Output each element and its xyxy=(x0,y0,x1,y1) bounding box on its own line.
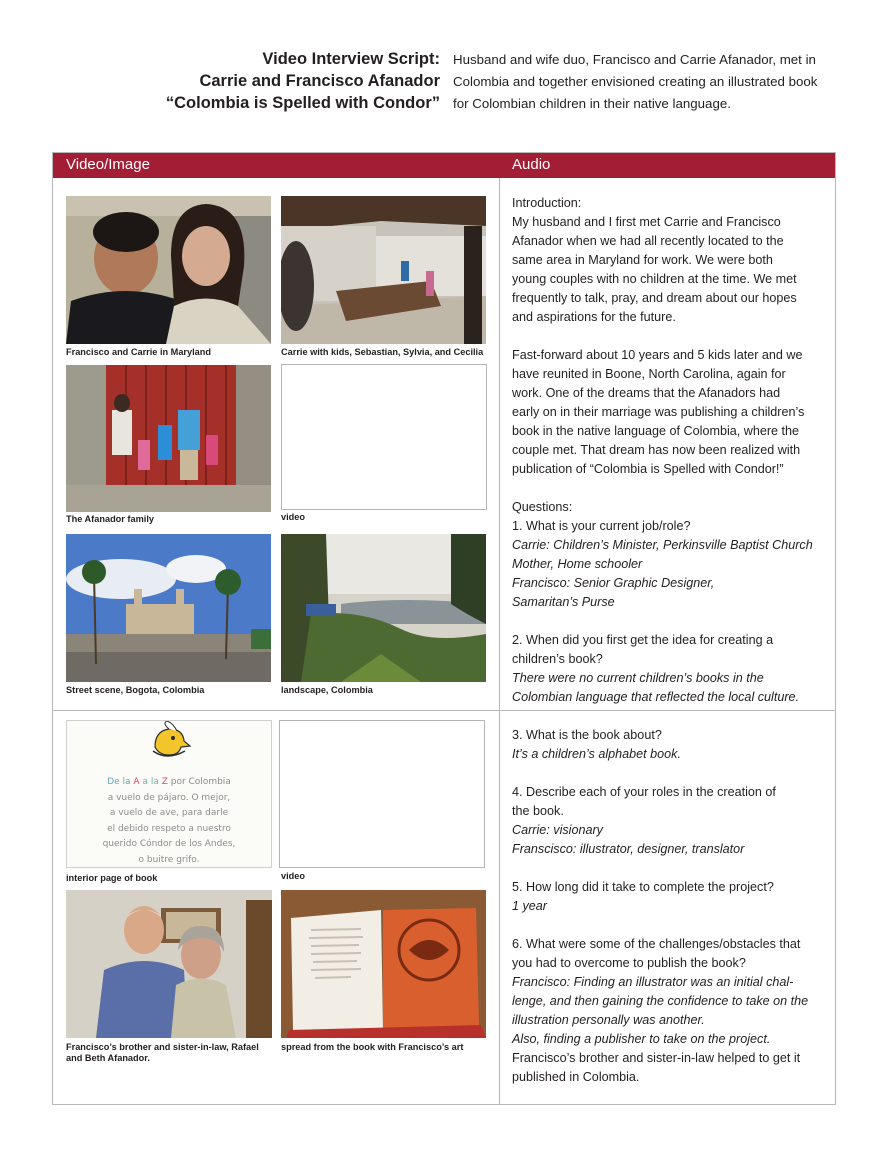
answer-line: Carrie: visionary xyxy=(512,823,603,837)
answer-line: 1 year xyxy=(512,899,548,913)
answer-line: Samaritan’s Purse xyxy=(512,595,615,609)
question: 3. What is the book about? xyxy=(512,728,662,742)
question: you had to overcome to publish the book? xyxy=(512,956,746,970)
photo-caption: landscape, Colombia xyxy=(281,685,373,695)
photo-caption: Carrie with kids, Sebastian, Sylvia, and Cecilia xyxy=(281,347,484,357)
row-divider xyxy=(53,710,835,711)
answer-line: Franscisco: illustrator, designer, translator xyxy=(512,842,745,856)
answer-line: Carrie: Children’s Minister, Perkinsville Baptist Church xyxy=(512,538,813,552)
answer-line: lenge, and then gaining the confidence to take on the xyxy=(512,994,809,1008)
book-page-text xyxy=(67,775,271,868)
audio-line: frequently to talk, pray, and dream about our hopes xyxy=(512,291,797,305)
question: 1. What is your current job/role? xyxy=(512,519,691,533)
book-line: el debido respeto a nuestro xyxy=(107,823,231,834)
book-word: por Colombia xyxy=(167,777,231,787)
answer-line: Francisco: Finding an illustrator was an initial chal- xyxy=(512,975,794,989)
photo-caption xyxy=(66,1042,259,1064)
audio-line: same area in Maryland for work. We were both xyxy=(512,253,773,267)
column-header-video: Video/Image xyxy=(66,156,150,173)
audio-line: early on in their marriage was publishing a children’s xyxy=(512,405,805,419)
caption-line: Francisco’s brother and sister-in-law, Rafael xyxy=(66,1042,259,1052)
answer-line: Also, finding a publisher to take on the project. xyxy=(512,1032,771,1046)
audio-line: book in the native language of Colombia, where the xyxy=(512,424,800,438)
book-word: a la xyxy=(139,777,162,787)
intro-paragraph xyxy=(453,49,853,115)
column-header-audio: Audio xyxy=(512,156,551,173)
book-line: o buitre grifo. xyxy=(138,854,200,865)
audio-line: young couples with no children at the time. We met xyxy=(512,272,797,286)
answer-line: It’s a children’s alphabet book. xyxy=(512,747,681,761)
answer-line: Francisco: Senior Graphic Designer, xyxy=(512,576,715,590)
script-table xyxy=(52,152,836,1105)
audio-line: work. One of the dreams that the Afanadors had xyxy=(512,386,781,400)
question: 5. How long did it take to complete the project? xyxy=(512,880,774,894)
script-title xyxy=(150,48,440,114)
photo-caption: interior page of book xyxy=(66,873,158,883)
answer-line: Colombian language that reflected the local culture. xyxy=(512,690,800,704)
question: the book. xyxy=(512,804,564,818)
photo-caption: video xyxy=(281,512,305,522)
book-word: De la xyxy=(107,777,134,787)
photo-caption: The Afanador family xyxy=(66,514,154,524)
photo-rafael-and-beth xyxy=(66,890,272,1038)
book-line: a vuelo de pájaro. O mejor, xyxy=(107,792,231,803)
book-letter: Z xyxy=(161,777,168,787)
audio-line: Francisco’s brother and sister-in-law helped to get it xyxy=(512,1051,801,1065)
photo-book-interior-page xyxy=(66,720,272,868)
photo-afanador-family xyxy=(66,365,271,512)
condor-icon xyxy=(153,721,190,756)
column-divider xyxy=(499,178,500,1104)
answer-line: Mother, Home schooler xyxy=(512,557,643,571)
audio-line: Fast-forward about 10 years and 5 kids later and we xyxy=(512,348,803,362)
photo-landscape-colombia xyxy=(281,534,486,682)
photo-caption: video xyxy=(281,871,305,881)
audio-line: My husband and I first met Carrie and Francisco xyxy=(512,215,781,229)
photo-book-spread xyxy=(281,890,486,1038)
audio-section-1 xyxy=(512,194,832,707)
intro-label: Introduction: xyxy=(512,196,582,210)
photo-caption: Francisco and Carrie in Maryland xyxy=(66,347,212,357)
title-line: Carrie and Francisco Afanador xyxy=(199,72,440,90)
photo-caption: spread from the book with Francisco’s art xyxy=(281,1042,464,1052)
book-line xyxy=(67,775,271,791)
audio-line: published in Colombia. xyxy=(512,1070,640,1084)
answer-line: There were no current children’s books in the xyxy=(512,671,764,685)
video-placeholder xyxy=(281,364,487,510)
intro-line: Husband and wife duo, Francisco and Carrie Afanador, met in xyxy=(453,52,816,67)
question: 2. When did you first get the idea for creating a xyxy=(512,633,774,647)
audio-section-2 xyxy=(512,726,832,1087)
audio-line: have reunited in Boone, North Carolina, again for xyxy=(512,367,786,381)
title-line: Video Interview Script: xyxy=(262,50,440,68)
question: 4. Describe each of your roles in the creation of xyxy=(512,785,776,799)
book-line: a vuelo de ave, para darle xyxy=(109,808,229,818)
photo-francisco-carrie xyxy=(66,196,271,344)
caption-line: and Beth Afanador. xyxy=(66,1053,150,1063)
intro-line: Colombia and together envisioned creating an illustrated book xyxy=(453,74,818,89)
table-header xyxy=(53,153,835,178)
intro-line: for Colombian children in their native language. xyxy=(453,96,731,111)
questions-label: Questions: xyxy=(512,500,573,514)
question: children’s book? xyxy=(512,652,603,666)
video-placeholder xyxy=(279,720,485,868)
book-line: querido Cóndor de los Andes, xyxy=(102,839,236,849)
audio-line: and aspirations for the future. xyxy=(512,310,676,324)
title-line: “Colombia is Spelled with Condor” xyxy=(165,94,440,112)
audio-line: couple met. That dream has now been realized with xyxy=(512,443,801,457)
answer-line: illustration personally was another. xyxy=(512,1013,705,1027)
question: 6. What were some of the challenges/obstacles that xyxy=(512,937,801,951)
photo-carrie-with-kids xyxy=(281,196,486,344)
photo-caption: Street scene, Bogota, Colombia xyxy=(66,685,205,695)
book-letter: A xyxy=(133,777,140,787)
audio-line: Afanador when we had all recently located to the xyxy=(512,234,784,248)
audio-line: publication of “Colombia is Spelled with Condor!” xyxy=(512,462,784,476)
photo-street-scene-bogota xyxy=(66,534,271,682)
